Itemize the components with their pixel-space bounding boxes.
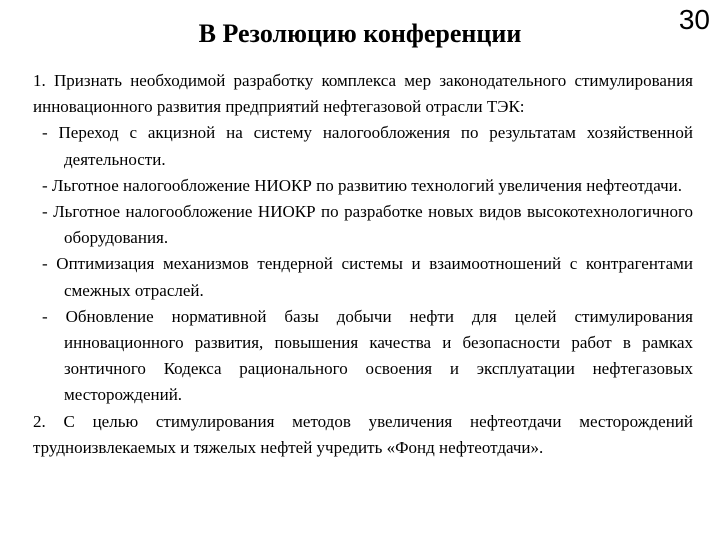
measure-bullet: - Оптимизация механизмов тендерной системы и взаимоотношений с контрагентами смежных отраслей.	[42, 254, 693, 300]
measure-bullet: - Обновление нормативной базы добычи нефти для целей стимулирования инновационного развития, повышения качества и безопасности работ в рамках зонтичного Кодекса рационального освоения и эксплуатации нефтегазовых месторождений.	[42, 306, 693, 405]
measure-bullet: - Льготное налогообложение НИОКР по развитию технологий увеличения нефтеотдачи.	[42, 175, 682, 195]
measure-bullet: - Переход с акцизной на систему налогообложения по результатам хозяйственной деятельности.	[42, 123, 693, 169]
resolution-item-2: 2. С целью стимулирования методов увеличения нефтеотдачи месторождений трудноизвлекаемых и тяжелых нефтей учредить «Фонд нефтеотдачи».	[33, 411, 693, 457]
slide-title: В Резолюцию конференции	[198, 19, 522, 48]
page-number: 30	[678, 4, 710, 35]
measure-bullet: - Льготное налогообложение НИОКР по разработке новых видов высокотехнологичного оборудования.	[42, 202, 693, 248]
resolution-item-1: 1. Признать необходимой разработку комплекса мер законодательного стимулирования инновационного развития предприятий нефтегазовой отрасли ТЭК:	[33, 71, 693, 117]
measures-list	[33, 120, 693, 408]
slide-body	[33, 68, 693, 461]
